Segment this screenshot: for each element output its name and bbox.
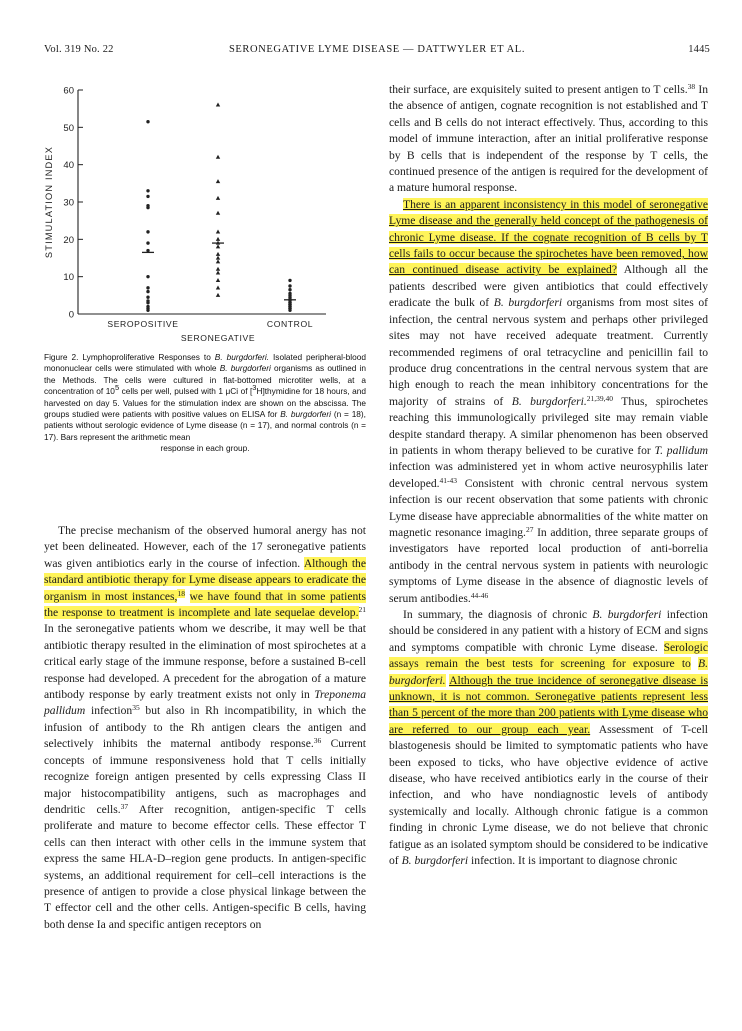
- italic-text: B. burgdorferi: [592, 608, 662, 621]
- caption-italic: B. burgdorferi: [280, 409, 331, 420]
- x-group-label: CONTROL: [266, 319, 314, 329]
- data-point: [146, 241, 149, 244]
- data-point: [216, 252, 220, 256]
- body-text: but also in Rh incompatibility, in which the infusion of antibody to the Rh antigen clears the antigen and selectively inhibits the maternal antibody response.: [44, 704, 366, 751]
- paragraph: [389, 197, 708, 607]
- italic-text: Treponema pallidum: [44, 688, 366, 718]
- page-number: 1445: [688, 44, 710, 55]
- body-text: After recognition, antigen-specific T cells proliferate and mature to become effector cells. These effector T cells can then interact with other cells in the immune system that express the same HLA-D–region gene products. In antigen-specific systems, an additional requirement for cell–cell interactions is the presence of antigen to provide a close physical linkage between the T effector cell and the other cells. Antigen-specific B cells, having both dense Ia and specific antigen receptors on: [44, 802, 366, 931]
- caption-sup: 5: [114, 383, 120, 393]
- italic-text: B. burgdorferi: [401, 854, 469, 868]
- highlighted-text: Although the standard antibiotic therapy for Lyme disease appears to eradicate the organism in most instances,: [44, 556, 366, 603]
- left-text-column: [44, 523, 366, 933]
- caption-sup: 3: [252, 383, 257, 393]
- data-point: [216, 278, 220, 282]
- reference-sup: 41-43: [439, 475, 458, 485]
- reference-sup: 37: [120, 801, 129, 811]
- reference-sup: 38: [687, 82, 696, 91]
- data-point: [146, 301, 149, 304]
- data-point: [216, 196, 220, 200]
- y-tick-label: 60: [63, 85, 74, 97]
- italic-text: B. burgdorferi: [493, 296, 563, 310]
- body-text: The precise mechanism of the observed humoral anergy has not yet been delineated. However, each of the 17 seronegative patients was given antibiotics early in the course of infection.: [44, 524, 366, 570]
- data-point: [146, 230, 149, 233]
- data-point: [146, 275, 149, 278]
- figure-caption: [44, 352, 366, 455]
- data-point: [146, 206, 149, 209]
- paragraph: [389, 607, 708, 870]
- data-point: [146, 286, 149, 289]
- caption-italic: B. burgdorferi: [219, 363, 271, 374]
- y-tick-label: 0: [68, 309, 74, 321]
- body-text: Assessment of T-cell blastogenesis should be limited to symptomatic patients who have been exposed to ticks, who have objective evidence of active disease, who have received antibiotics early in the course of their infection, and who have nondiagnostic levels of antibody systemically and locally. Although chronic fatigue is a common finding in chronic Lyme disease, we do not believe that chronic fatigue as an isolated symptom should be considered to be indicative of: [389, 722, 709, 868]
- y-tick-label: 40: [63, 160, 74, 172]
- data-point: [146, 120, 149, 123]
- body-text: Consistent with chronic central nervous system infection is our recent observation that some patients with chronic Lyme disease have appreciable abnormalities of the white matter on magnetic resonance imaging.: [389, 476, 708, 539]
- data-point: [216, 259, 220, 263]
- data-point: [216, 229, 220, 233]
- body-text: Current concepts of immune responsiveness hold that T cells initially recognize foreign antigen presented by cells expressing Class II major histocompatibility antigens, such as macrophages and dendritic cells.: [44, 737, 366, 816]
- data-point: [146, 296, 149, 299]
- volume-issue: Vol. 319 No. 22: [44, 44, 114, 55]
- data-point: [146, 249, 149, 252]
- body-text: Thus, spirochetes reaching this immunologically privileged site may remain viable despite standard therapy. A similar phenomenon has been observed in patients in whom therapy believed to be curative for: [389, 394, 708, 457]
- reference-sup: 18: [177, 588, 185, 598]
- data-point: [288, 279, 291, 282]
- reference-sup: 44-46: [470, 590, 489, 600]
- data-point: [216, 179, 220, 183]
- reference-sup: 27: [525, 524, 534, 534]
- data-point: [288, 284, 291, 287]
- data-point: [146, 290, 149, 293]
- paragraph: [44, 523, 366, 933]
- caption-title: Figure 2. Lymphoproliferative Responses to: [44, 352, 211, 362]
- data-point: [146, 195, 149, 198]
- y-tick-label: 50: [63, 122, 74, 134]
- figure-2-chart: [38, 76, 368, 348]
- reference-sup: 21: [358, 605, 366, 615]
- italic-text: T. pallidum: [654, 443, 708, 457]
- body-text: In addition, three separate groups of investigators have reported local production of anti-borrelia antibody in the central nervous system in patients with neurologic symptoms of Lyme disease in the absence of diagnostic levels of serum antibodies.: [389, 525, 708, 605]
- y-axis-label: STIMULATION INDEX: [44, 145, 54, 259]
- caption-text: response in each group.: [160, 443, 250, 454]
- reference-sup: 35: [132, 703, 140, 713]
- caption-text: Isolated peripheral-blood mononuclear cells were stimulated with whole: [44, 352, 366, 374]
- stimulation-index-plot: [38, 76, 368, 348]
- data-point: [288, 288, 291, 291]
- data-point: [216, 211, 220, 215]
- data-point: [288, 309, 291, 312]
- data-point: [216, 155, 220, 159]
- running-title: SERONEGATIVE LYME DISEASE — DATTWYLER ET AL.: [228, 44, 526, 55]
- body-text: In summary, the diagnosis of chronic: [403, 608, 588, 621]
- body-text: infection should be considered in any patient with a history of ECM and signs and symptoms compatible with chronic Lyme disease.: [389, 608, 708, 654]
- data-point: [216, 237, 220, 241]
- data-point: [146, 189, 149, 192]
- running-header: [44, 44, 710, 60]
- body-text: Although all the patients described were given antibiotics that could effectively eradicate the bulk of: [389, 263, 708, 310]
- data-point: [216, 103, 220, 107]
- data-point: [216, 285, 220, 289]
- x-group-label: SERONEGATIVE: [180, 333, 256, 343]
- body-text: infection. It is important to diagnose chronic: [471, 854, 678, 868]
- data-point: [216, 244, 220, 248]
- body-text: In the absence of antigen, cognate recognition is not established and T cells and B cells do not interact effectively. Thus, according to this model of immune interaction, after an initial proliferative response by B cells that is independent of the response by T cells, the continued presence of the antigen is required for the development of a mature humoral response.: [389, 83, 708, 195]
- body-text: infection: [90, 704, 133, 718]
- paragraph: [389, 82, 708, 197]
- highlighted-text: There is an apparent inconsistency in this model of seronegative Lyme disease and the generally held concept of the pathogenesis of chronic Lyme disease. If the cognate recognition of B cells by T cells fails to occur because the spirochetes have been removed, how can continued disease activity be explained?: [389, 197, 708, 277]
- body-text: organisms from most sites of infection, the central nervous system and perhaps other privileged sites may not have received adequate treatment. Currently recommended regimens of oral tetracycline and penicillin fail to produce drug concentrations in the central nervous system that are high enough to reach the mean inhibitory concentrations for the majority of strains of: [389, 296, 708, 408]
- body-text: infection was administered yet in whom active neurosyphilis later developed.: [389, 460, 708, 490]
- body-text: their surface, are exquisitely suited to present antigen to T cells.: [389, 83, 688, 96]
- caption-text: organisms as outlined in the Methods. The cells were cultured in flat-bottomed microtiter wells, at a concentration of 10: [44, 363, 366, 397]
- italic-text: B. burgdorferi.: [511, 394, 587, 408]
- reference-sup: 36: [313, 736, 322, 746]
- data-point: [216, 271, 220, 275]
- data-point: [216, 293, 220, 297]
- highlighted-text: Serologic assays remain the best tests for screening for exposure to: [389, 640, 709, 671]
- right-text-column: [389, 82, 708, 870]
- data-point: [146, 309, 149, 312]
- reference-sup: 21,39,40: [586, 393, 614, 403]
- y-tick-label: 20: [63, 234, 74, 246]
- highlighted-text: we have found that in some patients the response to treatment is incomplete and late sequelae develop.: [44, 589, 367, 620]
- caption-text: (n = 18), patients without serologic evidence of Lyme disease (n = 17), and normal controls (n = 17). Bars represent the arithmetic mean: [44, 409, 366, 442]
- highlighted-italic-text: B. burgdorferi.: [389, 657, 708, 687]
- x-group-label: SEROPOSITIVE: [107, 319, 179, 329]
- data-point: [216, 256, 220, 260]
- caption-title-italic: B. burgdorferi.: [214, 352, 270, 362]
- highlighted-text: Although the true incidence of seronegative disease is unknown, it is not common. Seronegative patients represent less than 5 percent of the more than 200 patients with Lyme disease who are referred to our group each year.: [389, 673, 708, 736]
- data-point: [216, 267, 220, 271]
- caption-text: cells per well, pulsed with 1 μCi of [: [121, 386, 253, 397]
- body-text: In the seronegative patients whom we describe, it may well be that antibiotic therapy resulted in the elimination of most spirochetes at a critical early stage of the immune response, before a sustained B-cell response had developed. A precedent for the abrogation of a mature antibody response by early treatment exists not only in: [44, 622, 366, 702]
- y-tick-label: 10: [63, 272, 74, 284]
- caption-text: H]thymidine for 18 hours, and harvested on day 5. Values for the stimulation index are shown on the abscissa. The groups studied were patients with positive values on ELISA for: [44, 386, 366, 420]
- y-tick-label: 30: [63, 197, 74, 209]
